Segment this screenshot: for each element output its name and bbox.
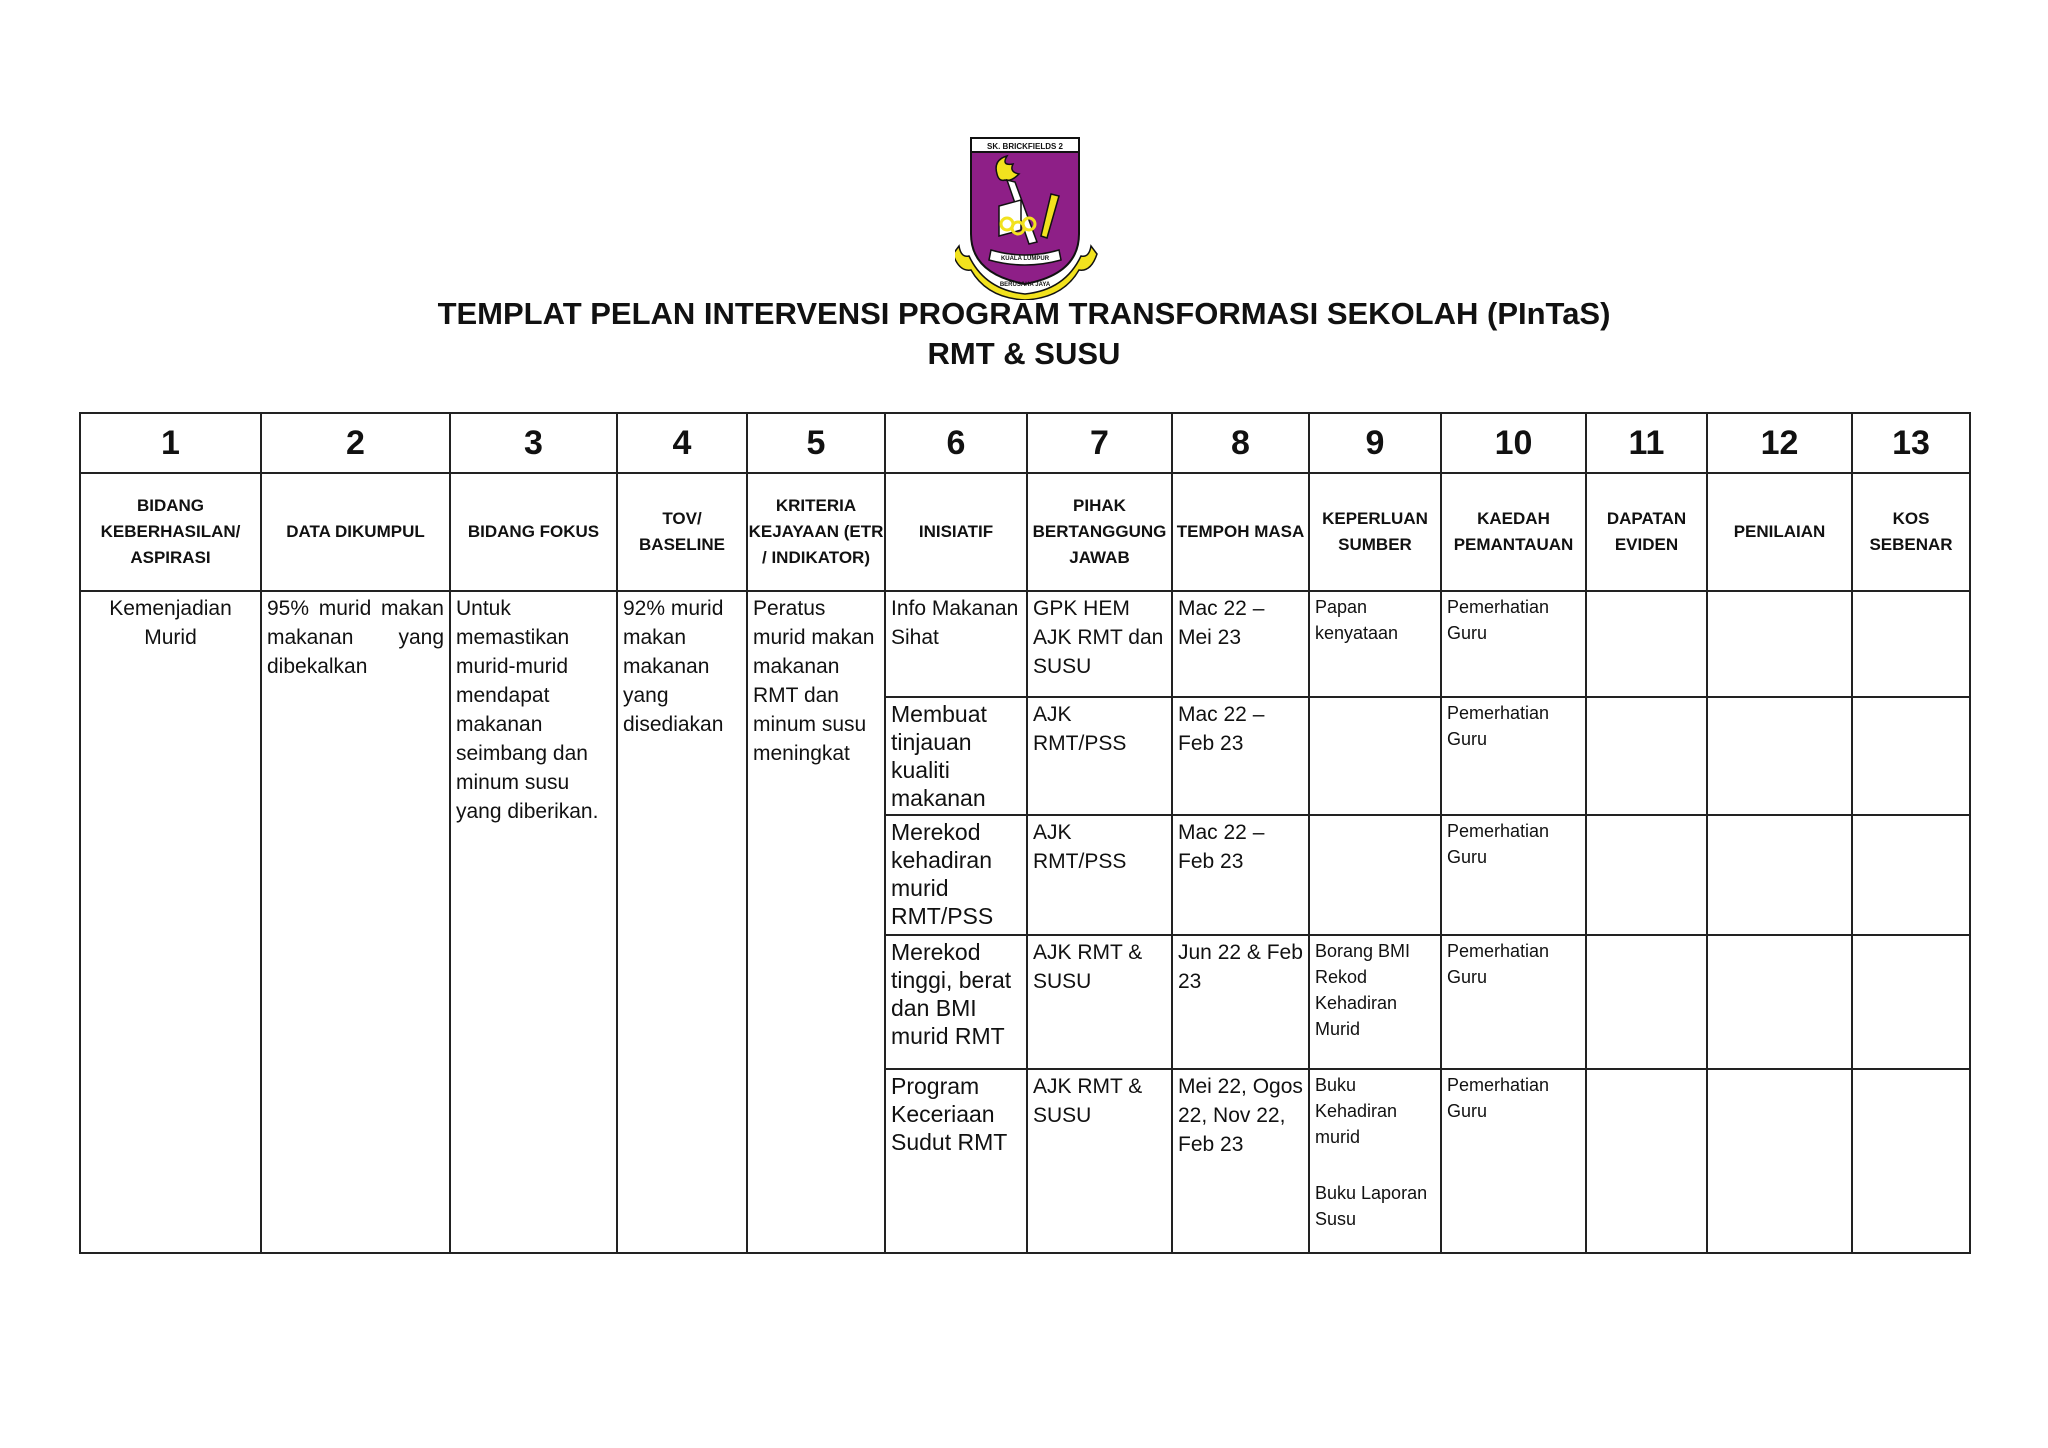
column-number: 11: [1586, 413, 1707, 473]
tov-baseline-text: 92% murid makan makanan yang disediakan: [623, 597, 724, 736]
sumber-cell: [1309, 591, 1441, 697]
pemantauan-text: Pemerhatian Guru: [1447, 821, 1550, 867]
kos-sebenar-cell: [1852, 591, 1970, 697]
data-dikumpul-text: 95% murid makan makanan yang dibekalkan: [267, 597, 444, 678]
kos-sebenar-cell: [1852, 815, 1970, 935]
header-kaedah-pemantauan: KAEDAH PEMANTAUAN: [1441, 473, 1586, 591]
table-row: [80, 591, 1970, 697]
tempoh-cell: [1172, 697, 1309, 815]
column-number: 2: [261, 413, 450, 473]
inisiatif-cell: [885, 1069, 1027, 1253]
pihak-text: AJK RMT/PSS: [1033, 703, 1127, 755]
pemantauan-text: Pemerhatian Guru: [1447, 941, 1550, 987]
inisiatif-text: Merekod kehadiran murid RMT/PSS: [891, 819, 994, 929]
tempoh-text: Mac 22 – Feb 23: [1178, 821, 1265, 873]
column-number: 9: [1309, 413, 1441, 473]
dapatan-eviden-cell: [1586, 815, 1707, 935]
tempoh-cell: [1172, 1069, 1309, 1253]
column-number: 12: [1707, 413, 1852, 473]
sumber-cell: [1309, 1069, 1441, 1253]
data-dikumpul-cell: [261, 591, 450, 1253]
column-number: 10: [1441, 413, 1586, 473]
penilaian-cell: [1707, 697, 1852, 815]
pemantauan-cell: [1441, 935, 1586, 1069]
header-data-dikumpul: DATA DIKUMPUL: [261, 473, 450, 591]
pemantauan-cell: [1441, 1069, 1586, 1253]
sumber-cell: [1309, 815, 1441, 935]
sumber-cell: [1309, 935, 1441, 1069]
sumber-text: [1310, 698, 1440, 702]
column-number: 8: [1172, 413, 1309, 473]
dapatan-eviden-cell: [1586, 935, 1707, 1069]
crest-school-name: SK. BRICKFIELDS 2: [986, 142, 1064, 151]
penilaian-cell: [1707, 935, 1852, 1069]
pihak-text: AJK RMT & SUSU: [1033, 1075, 1143, 1127]
pemantauan-cell: [1441, 591, 1586, 697]
sumber-text: Papan kenyataan: [1315, 597, 1399, 643]
sumber-text: Borang BMI Rekod Kehadiran Murid: [1315, 941, 1411, 1039]
tempoh-cell: [1172, 591, 1309, 697]
header-kos-sebenar: KOS SEBENAR: [1852, 473, 1970, 591]
kos-sebenar-cell: [1852, 1069, 1970, 1253]
pemantauan-text: Pemerhatian Guru: [1447, 703, 1550, 749]
dapatan-eviden-cell: [1586, 591, 1707, 697]
inisiatif-text: Program Keceriaan Sudut RMT: [891, 1073, 1008, 1155]
column-number: 13: [1852, 413, 1970, 473]
header-tempoh-masa: TEMPOH MASA: [1172, 473, 1309, 591]
kos-sebenar-cell: [1852, 935, 1970, 1069]
bidang-keberhasilan-cell: [80, 591, 261, 1253]
inisiatif-text: Info Makanan Sihat: [891, 597, 1019, 649]
pemantauan-text: Pemerhatian Guru: [1447, 597, 1550, 643]
sumber-text-secondary: Buku Laporan Susu: [1315, 1183, 1428, 1229]
inisiatif-text: Merekod tinggi, berat dan BMI murid RMT: [891, 939, 1012, 1049]
document-title: TEMPLAT PELAN INTERVENSI PROGRAM TRANSFORMASI SEKOLAH (PInTaS): [437, 296, 1611, 331]
tov-baseline-cell: [617, 591, 747, 1253]
pihak-cell: [1027, 591, 1172, 697]
kriteria-kejayaan-text: Peratus murid makan makanan RMT dan minum susu meningkat: [753, 597, 875, 765]
column-number: 6: [885, 413, 1027, 473]
column-number-row: [80, 413, 1970, 473]
pemantauan-cell: [1441, 697, 1586, 815]
tempoh-text: Mac 22 – Mei 23: [1178, 597, 1265, 649]
dapatan-eviden-cell: [1586, 1069, 1707, 1253]
header-keperluan-sumber: KEPERLUAN SUMBER: [1309, 473, 1441, 591]
pihak-cell: [1027, 697, 1172, 815]
pemantauan-text: Pemerhatian Guru: [1447, 1075, 1550, 1121]
pihak-cell: [1027, 1069, 1172, 1253]
column-header-row: [80, 473, 1970, 591]
column-number: 1: [80, 413, 261, 473]
header-tov-baseline: TOV/ BASELINE: [617, 473, 747, 591]
tempoh-cell: [1172, 815, 1309, 935]
column-number: 7: [1027, 413, 1172, 473]
inisiatif-cell: [885, 591, 1027, 697]
pihak-text: AJK RMT/PSS: [1033, 821, 1127, 873]
sumber-text: Buku Kehadiran murid: [1315, 1075, 1398, 1147]
bidang-fokus-text: Untuk memastikan murid-murid mendapat makanan seimbang dan minum susu yang diberikan.: [456, 597, 599, 823]
inisiatif-cell: [885, 935, 1027, 1069]
column-number: 5: [747, 413, 885, 473]
column-number: 3: [450, 413, 617, 473]
header-bidang-fokus: BIDANG FOKUS: [450, 473, 617, 591]
inisiatif-cell: [885, 697, 1027, 815]
penilaian-cell: [1707, 591, 1852, 697]
tempoh-cell: [1172, 935, 1309, 1069]
dapatan-eviden-cell: [1586, 697, 1707, 815]
header-bidang-keberhasilan: BIDANG KEBERHASILAN/ ASPIRASI: [80, 473, 261, 591]
tempoh-text: Mei 22, Ogos 22, Nov 22, Feb 23: [1178, 1075, 1303, 1156]
header-penilaian: PENILAIAN: [1707, 473, 1852, 591]
crest-location: KUALA LUMPUR: [1000, 256, 1050, 262]
penilaian-cell: [1707, 1069, 1852, 1253]
tempoh-text: Mac 22 – Feb 23: [1178, 703, 1265, 755]
pihak-cell: [1027, 935, 1172, 1069]
pihak-text: AJK RMT & SUSU: [1033, 941, 1143, 993]
pihak-text: GPK HEM AJK RMT dan SUSU: [1033, 597, 1164, 678]
header-kriteria-kejayaan: KRITERIA KEJAYAAN (ETR / INDIKATOR): [747, 473, 885, 591]
header-inisiatif: INISIATIF: [885, 473, 1027, 591]
intervention-plan-table: [79, 412, 1971, 1254]
column-number: 4: [617, 413, 747, 473]
bidang-keberhasilan-text: Kemenjadian Murid: [109, 597, 232, 649]
kriteria-kejayaan-cell: [747, 591, 885, 1253]
crest-motto: BERUSAHA JAYA: [999, 282, 1051, 288]
pihak-cell: [1027, 815, 1172, 935]
sumber-text: [1310, 816, 1440, 820]
inisiatif-cell: [885, 815, 1027, 935]
inisiatif-text: Membuat tinjauan kualiti makanan: [891, 701, 987, 811]
pemantauan-cell: [1441, 815, 1586, 935]
tempoh-text: Jun 22 & Feb 23: [1178, 941, 1303, 993]
school-crest-logo: [955, 134, 1101, 300]
header-pihak-bertanggungjawab: PIHAK BERTANGGUNG JAWAB: [1027, 473, 1172, 591]
kos-sebenar-cell: [1852, 697, 1970, 815]
document-subtitle: RMT & SUSU: [927, 336, 1121, 371]
header-dapatan-eviden: DAPATAN EVIDEN: [1586, 473, 1707, 591]
penilaian-cell: [1707, 815, 1852, 935]
bidang-fokus-cell: [450, 591, 617, 1253]
sumber-cell: [1309, 697, 1441, 815]
